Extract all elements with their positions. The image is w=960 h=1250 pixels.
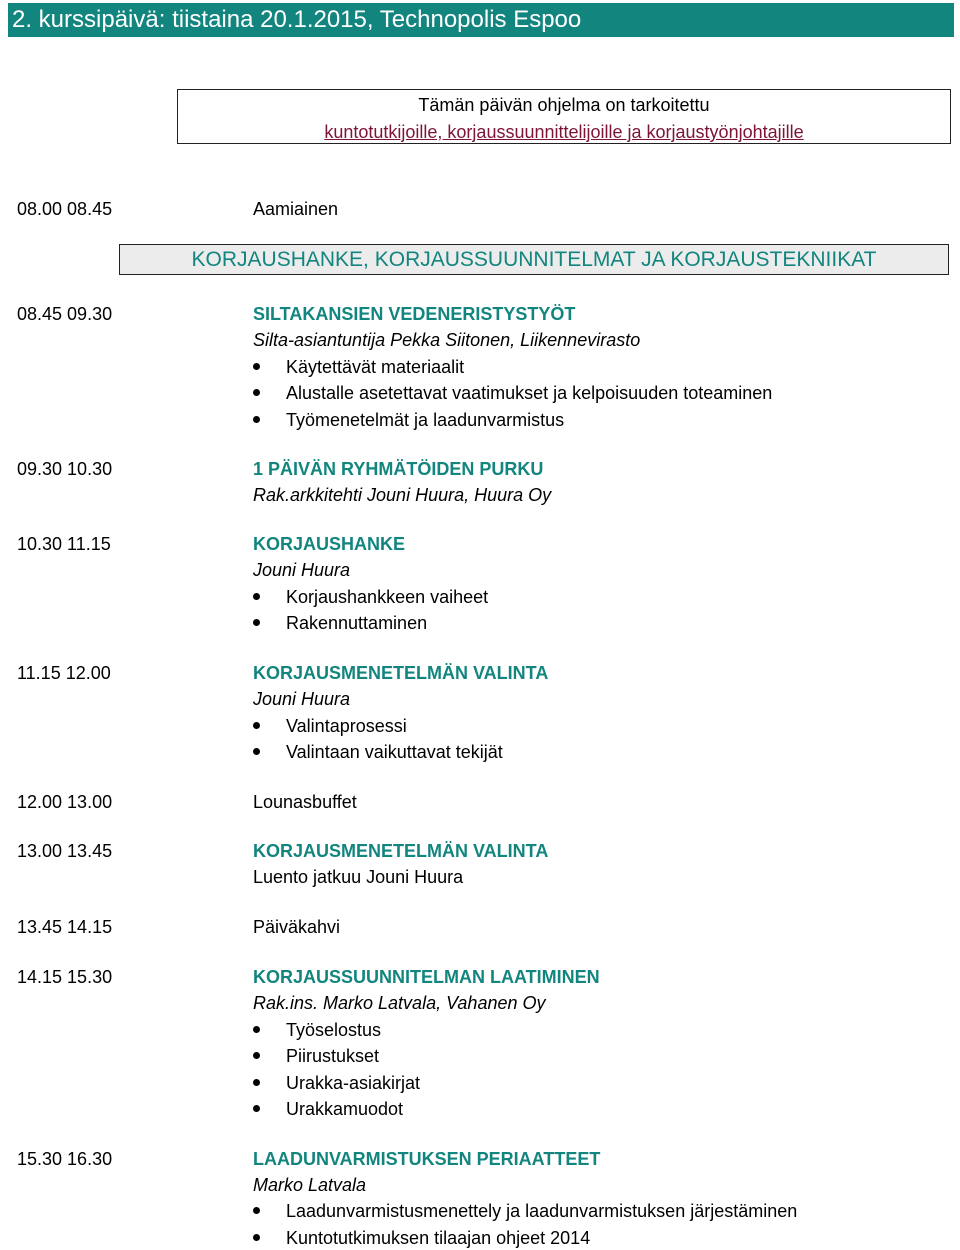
- list-item: Laadunvarmistusmenettely ja laadunvarmistuksen järjestäminen: [286, 1201, 798, 1221]
- session-title: 1 PÄIVÄN RYHMÄTÖIDEN PURKU: [253, 459, 544, 479]
- session-speaker: Jouni Huura: [253, 689, 351, 709]
- session-speaker: Marko Latvala: [253, 1175, 367, 1195]
- session-time: 08.00 08.45: [17, 199, 113, 219]
- session-speaker: Silta-asiantuntija Pekka Siitonen, Liikennevirasto: [253, 330, 641, 350]
- bullet-icon: [253, 1079, 260, 1086]
- session-title: LAADUNVARMISTUKSEN PERIAATTEET: [253, 1149, 601, 1169]
- list-item: Valintaan vaikuttavat tekijät: [286, 742, 503, 762]
- session-speaker: Jouni Huura: [253, 560, 351, 580]
- bullet-icon: [253, 748, 260, 755]
- bullet-icon: [253, 1052, 260, 1059]
- bullet-icon: [253, 619, 260, 626]
- list-item: Piirustukset: [286, 1046, 380, 1066]
- session-note: Luento jatkuu Jouni Huura: [253, 867, 464, 887]
- session-title: KORJAUSHANKE: [253, 534, 406, 554]
- session-title: Päiväkahvi: [253, 917, 341, 937]
- session-time: 15.30 16.30: [17, 1149, 113, 1169]
- session-time: 14.15 15.30: [17, 967, 113, 987]
- intro-line1: Tämän päivän ohjelma on tarkoitettu: [418, 95, 710, 115]
- list-item: Alustalle asetettavat vaatimukset ja kelpoisuuden toteaminen: [286, 383, 773, 403]
- bullet-icon: [253, 593, 260, 600]
- session-time: 11.15 12.00: [17, 663, 111, 683]
- session-title: SILTAKANSIEN VEDENERISTYSTYÖT: [253, 304, 576, 324]
- bullet-icon: [253, 416, 260, 423]
- list-item: Työmenetelmät ja laadunvarmistus: [286, 410, 565, 430]
- bullet-icon: [253, 1207, 260, 1214]
- session-time: 08.45 09.30: [17, 304, 113, 324]
- intro-box: [177, 89, 951, 144]
- session-speaker: Rak.arkkitehti Jouni Huura, Huura Oy: [253, 485, 552, 505]
- session-time: 12.00 13.00: [17, 792, 113, 812]
- section-banner: KORJAUSHANKE, KORJAUSSUUNNITELMAT JA KORJAUSTEKNIIKAT: [119, 244, 949, 275]
- intro-audience-link[interactable]: kuntotutkijoille, korjaussuunnittelijoille ja korjaustyönjohtajille: [324, 122, 804, 142]
- bullet-icon: [253, 722, 260, 729]
- session-title: KORJAUSMENETELMÄN VALINTA: [253, 663, 549, 683]
- list-item: Valintaprosessi: [286, 716, 407, 736]
- session-time: 10.30 11.15: [17, 534, 111, 554]
- page-header: 2. kurssipäivä: tiistaina 20.1.2015, Technopolis Espoo: [8, 3, 954, 37]
- list-item: Työselostus: [286, 1020, 382, 1040]
- session-title: KORJAUSMENETELMÄN VALINTA: [253, 841, 549, 861]
- session-time: 13.00 13.45: [17, 841, 113, 861]
- bullet-icon: [253, 1234, 260, 1241]
- list-item: Urakka-asiakirjat: [286, 1073, 421, 1093]
- bullet-icon: [253, 1105, 260, 1112]
- session-time: 13.45 14.15: [17, 917, 113, 937]
- list-item: Rakennuttaminen: [286, 613, 428, 633]
- list-item: Korjaushankkeen vaiheet: [286, 587, 489, 607]
- bullet-icon: [253, 1026, 260, 1033]
- session-title: Lounasbuffet: [253, 792, 357, 812]
- session-speaker: Rak.ins. Marko Latvala, Vahanen Oy: [253, 993, 546, 1013]
- session-title: KORJAUSSUUNNITELMAN LAATIMINEN: [253, 967, 600, 987]
- list-item: Käytettävät materiaalit: [286, 357, 465, 377]
- list-item: Kuntotutkimuksen tilaajan ohjeet 2014: [286, 1228, 591, 1248]
- bullet-icon: [253, 363, 260, 370]
- session-title: Aamiainen: [253, 199, 339, 219]
- list-item: Urakkamuodot: [286, 1099, 404, 1119]
- session-time: 09.30 10.30: [17, 459, 113, 479]
- bullet-icon: [253, 389, 260, 396]
